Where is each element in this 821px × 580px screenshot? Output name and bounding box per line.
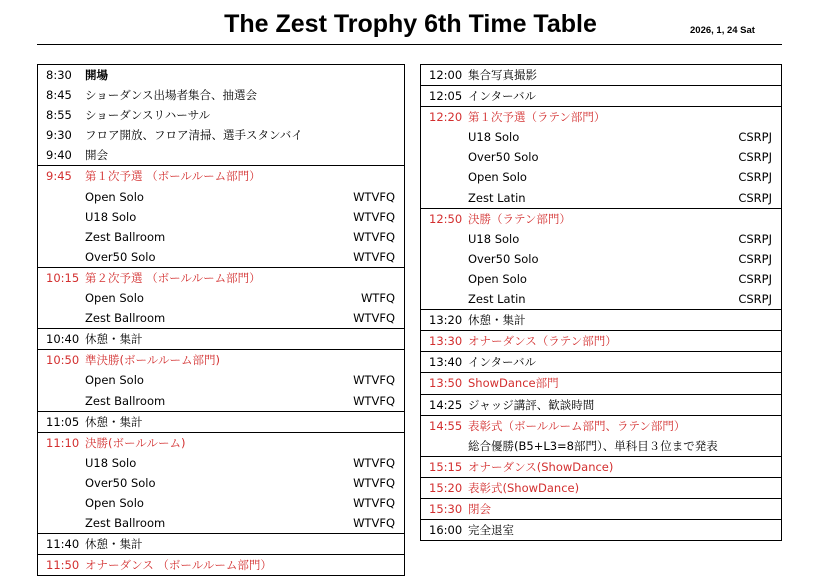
time-cell: 9:30 [46, 128, 72, 143]
event-name: 総合優勝(B5+L3=8部門）、単科目３位まで発表 [468, 438, 718, 453]
dance-code: WTFQ [360, 291, 395, 306]
schedule-block [420, 85, 782, 107]
right-schedule-column [420, 65, 782, 541]
time-cell: 14:55 [429, 418, 463, 433]
schedule-subrow [38, 247, 404, 267]
schedule-subrow [38, 493, 404, 513]
event-label: 休憩・集計 [468, 313, 526, 328]
dance-code: WTVFQ [353, 455, 395, 470]
time-cell: 13:30 [429, 334, 463, 349]
schedule-block [37, 165, 405, 267]
time-cell: 15:30 [429, 501, 463, 516]
schedule-row [38, 433, 404, 453]
title-rule [37, 44, 782, 45]
dance-code: CSRPJ [738, 251, 772, 266]
event-name: Over50 Solo [468, 251, 539, 266]
schedule-subrow [421, 436, 781, 456]
schedule-row [421, 352, 781, 372]
time-cell: 14:25 [429, 397, 463, 412]
event-name: Open Solo [85, 291, 144, 306]
schedule-subrow [421, 167, 781, 187]
schedule-subrow [38, 370, 404, 390]
schedule-row [421, 86, 781, 106]
schedule-block [420, 394, 782, 416]
time-cell: 15:20 [429, 480, 463, 495]
time-cell: 8:30 [46, 68, 72, 82]
dance-code: WTVFQ [353, 516, 395, 531]
schedule-block [37, 64, 405, 166]
dance-code: WTVFQ [353, 475, 395, 490]
event-label: オナーダンス （ボールルーム部門） [85, 558, 272, 573]
dance-code: CSRPJ [738, 292, 772, 307]
schedule-block [420, 309, 782, 331]
schedule-row [421, 331, 781, 351]
time-cell: 8:55 [46, 108, 72, 123]
event-label: ジャッジ講評、歓談時間 [468, 397, 595, 412]
schedule-row [421, 310, 781, 330]
schedule-row [421, 499, 781, 519]
event-label: 第１次予選 （ボールルーム部門） [85, 169, 261, 184]
time-cell: 10:40 [46, 332, 80, 347]
event-label: 開場 [85, 68, 108, 82]
event-name: Over50 Solo [468, 150, 539, 165]
page-title: The Zest Trophy 6th Time Table [224, 10, 597, 38]
event-name: Open Solo [468, 271, 527, 286]
time-cell: 16:00 [429, 523, 463, 538]
event-label: 準決勝(ボールルーム部門) [85, 353, 220, 368]
time-cell: 10:50 [46, 353, 80, 368]
event-label: インターバル [468, 89, 536, 104]
event-label: フロア開放、フロア清掃、選手スタンバイ [85, 128, 303, 143]
schedule-block [37, 349, 405, 411]
event-name: Zest Ballroom [85, 393, 166, 408]
event-label: 休憩・集計 [85, 414, 143, 429]
event-label: ショーダンス出場者集合、抽選会 [85, 88, 258, 103]
schedule-subrow [38, 288, 404, 308]
event-name: Zest Ballroom [85, 516, 166, 531]
event-name: U18 Solo [468, 130, 520, 145]
schedule-block [37, 554, 405, 576]
event-name: U18 Solo [468, 231, 520, 246]
left-schedule-column [37, 65, 405, 576]
dance-code: CSRPJ [738, 231, 772, 246]
event-name: Open Solo [85, 373, 144, 388]
schedule-subrow [38, 473, 404, 493]
time-cell: 13:20 [429, 313, 463, 328]
event-name: U18 Solo [85, 209, 137, 224]
dance-code: CSRPJ [738, 170, 772, 185]
schedule-row [38, 166, 404, 186]
event-name: Over50 Solo [85, 475, 156, 490]
schedule-row [421, 395, 781, 415]
schedule-row [421, 373, 781, 393]
time-cell: 13:40 [429, 355, 463, 370]
schedule-row [38, 350, 404, 370]
event-name: Zest Ballroom [85, 229, 166, 244]
schedule-row [38, 555, 404, 575]
time-cell: 12:05 [429, 89, 463, 104]
event-label: 休憩・集計 [85, 332, 143, 347]
schedule-block [420, 351, 782, 373]
dance-code: WTVFQ [353, 209, 395, 224]
event-label: 第１次予選（ラテン部門） [468, 110, 606, 125]
schedule-block [420, 519, 782, 541]
schedule-block [37, 267, 405, 329]
event-label: 閉会 [468, 501, 491, 516]
event-label: 完全退室 [468, 523, 514, 538]
dance-code: WTVFQ [353, 311, 395, 326]
event-name: Zest Ballroom [85, 311, 166, 326]
schedule-row [421, 65, 781, 85]
schedule-block [420, 477, 782, 499]
dance-code: CSRPJ [738, 190, 772, 205]
time-cell: 15:15 [429, 459, 463, 474]
time-cell: 8:45 [46, 88, 72, 103]
schedule-row [421, 107, 781, 127]
schedule-subrow [38, 187, 404, 207]
time-cell: 9:40 [46, 148, 72, 163]
event-name: Open Solo [85, 495, 144, 510]
schedule-block [37, 432, 405, 534]
dance-code: WTVFQ [353, 249, 395, 264]
event-label: ショーダンスリハーサル [85, 108, 211, 123]
schedule-block [420, 106, 782, 208]
event-date: 2026, 1, 24 Sat [690, 25, 755, 36]
schedule-row [38, 65, 404, 85]
dance-code: WTVFQ [353, 393, 395, 408]
schedule-block [420, 498, 782, 520]
event-name: Open Solo [85, 189, 144, 204]
schedule-row [38, 105, 404, 125]
time-cell: 12:50 [429, 211, 463, 226]
schedule-block [37, 328, 405, 350]
schedule-row [38, 145, 404, 165]
schedule-subrow [421, 188, 781, 208]
schedule-block [37, 533, 405, 555]
schedule-subrow [421, 229, 781, 249]
event-name: Zest Latin [468, 292, 526, 307]
dance-code: WTVFQ [353, 373, 395, 388]
schedule-row [421, 478, 781, 498]
event-label: 決勝（ラテン部門） [468, 211, 571, 226]
schedule-row [38, 268, 404, 288]
time-cell: 11:40 [46, 537, 80, 552]
schedule-block [420, 64, 782, 86]
event-label: 開会 [85, 148, 108, 163]
time-cell: 13:50 [429, 376, 463, 391]
schedule-block [420, 372, 782, 394]
schedule-block [420, 208, 782, 310]
event-label: オナーダンス(ShowDance) [468, 459, 614, 474]
schedule-subrow [38, 227, 404, 247]
event-name: U18 Solo [85, 455, 137, 470]
event-name: Open Solo [468, 170, 527, 185]
schedule-block [420, 415, 782, 457]
dance-code: WTVFQ [353, 189, 395, 204]
schedule-subrow [38, 453, 404, 473]
event-name: Zest Latin [468, 190, 526, 205]
time-cell: 10:15 [46, 270, 80, 285]
dance-code: CSRPJ [738, 271, 772, 286]
event-label: 表彰式(ShowDance) [468, 480, 580, 495]
event-label: 表彰式（ボールルーム部門、ラテン部門） [468, 418, 686, 433]
time-cell: 12:20 [429, 110, 463, 125]
event-name: Over50 Solo [85, 249, 156, 264]
dance-code: WTVFQ [353, 495, 395, 510]
schedule-row [421, 520, 781, 540]
event-label: ShowDance部門 [468, 376, 559, 391]
schedule-subrow [421, 249, 781, 269]
time-cell: 11:10 [46, 435, 80, 450]
schedule-row [421, 209, 781, 229]
event-label: オナーダンス（ラテン部門） [468, 334, 617, 349]
event-label: 休憩・集計 [85, 537, 143, 552]
time-cell: 12:00 [429, 68, 463, 82]
dance-code: CSRPJ [738, 130, 772, 145]
schedule-subrow [38, 513, 404, 533]
schedule-block [37, 411, 405, 433]
event-label: インターバル [468, 355, 536, 370]
schedule-subrow [421, 289, 781, 309]
schedule-row [38, 412, 404, 432]
schedule-row [38, 534, 404, 554]
dance-code: WTVFQ [353, 229, 395, 244]
schedule-subrow [38, 308, 404, 328]
schedule-row [38, 125, 404, 145]
schedule-subrow [421, 147, 781, 167]
event-label: 決勝(ボールルーム) [85, 435, 186, 450]
event-label: 第２次予選 （ボールルーム部門） [85, 270, 261, 285]
dance-code: CSRPJ [738, 150, 772, 165]
schedule-subrow [38, 391, 404, 411]
schedule-row [421, 416, 781, 436]
time-cell: 9:45 [46, 169, 72, 184]
event-label: 集合写真撮影 [468, 68, 537, 82]
schedule-row [38, 329, 404, 349]
schedule-block [420, 456, 782, 478]
time-cell: 11:50 [46, 558, 80, 573]
schedule-subrow [38, 207, 404, 227]
schedule-block [420, 330, 782, 352]
schedule-subrow [421, 127, 781, 147]
schedule-row [38, 85, 404, 105]
schedule-row [421, 457, 781, 477]
time-cell: 11:05 [46, 414, 80, 429]
schedule-subrow [421, 269, 781, 289]
